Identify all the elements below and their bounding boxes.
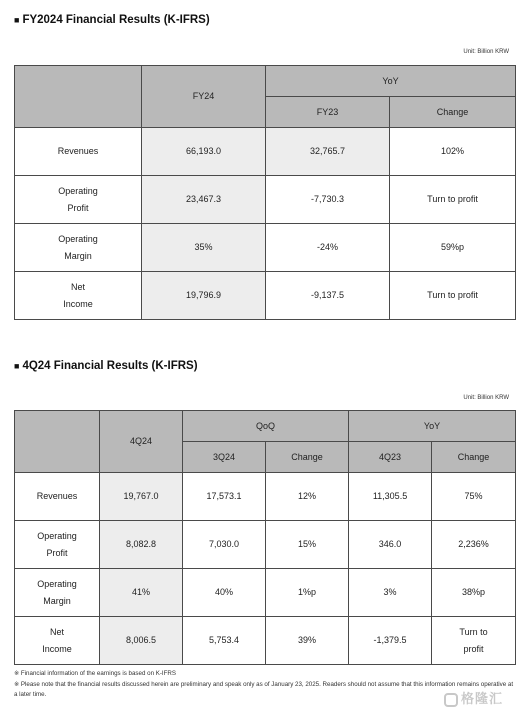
table-row xyxy=(15,617,516,665)
4q24-value: 8,082.8 xyxy=(100,521,183,569)
fy-header-blank xyxy=(15,66,142,128)
change-value: Turn to profit xyxy=(390,272,516,320)
row-label: Net Income xyxy=(15,272,142,320)
table-row xyxy=(15,569,516,617)
fy23-value: 32,765.7 xyxy=(266,128,390,176)
fy23-value: -24% xyxy=(266,224,390,272)
footnote-disclaimer: ※ Please note that the financial results discussed herein are preliminary and speak only as of January 23, 2025. Readers should not assume that this information remains operative at a later time. xyxy=(14,680,514,699)
q4-results-table xyxy=(14,410,516,665)
watermark-text: 格隆汇 xyxy=(460,691,503,706)
fy-header-fy23: FY23 xyxy=(266,97,390,128)
fy24-value: 19,796.9 xyxy=(142,272,266,320)
gelonghui-logo-icon xyxy=(444,693,458,707)
4q23-value: 11,305.5 xyxy=(349,473,432,521)
3q24-value: 7,030.0 xyxy=(183,521,266,569)
3q24-value: 17,573.1 xyxy=(183,473,266,521)
q4-header-blank xyxy=(15,411,100,473)
change-value: Turn to profit xyxy=(390,176,516,224)
footnotes xyxy=(14,669,514,701)
q4-title-text: 4Q24 Financial Results (K-IFRS) xyxy=(22,360,198,372)
q4-header-change-qoq: Change xyxy=(266,442,349,473)
square-bullet-icon: ■ xyxy=(14,361,20,371)
qoq-change-value: 39% xyxy=(266,617,349,665)
fy24-value: 35% xyxy=(142,224,266,272)
4q23-value: -1,379.5 xyxy=(349,617,432,665)
fy-header-change: Change xyxy=(390,97,516,128)
change-value: 59%p xyxy=(390,224,516,272)
q4-header-qoq: QoQ xyxy=(183,411,349,442)
row-label: Operating Margin xyxy=(15,224,142,272)
row-label: Revenues xyxy=(15,473,100,521)
fy-header-yoy: YoY xyxy=(266,66,516,97)
3q24-value: 40% xyxy=(183,569,266,617)
table-row xyxy=(15,521,516,569)
row-label: Revenues xyxy=(15,128,142,176)
table-row xyxy=(15,272,516,320)
yoy-change-value: 2,236% xyxy=(432,521,516,569)
yoy-change-value: Turn to profit xyxy=(432,617,516,665)
yoy-change-value: 75% xyxy=(432,473,516,521)
square-bullet-icon: ■ xyxy=(14,15,20,25)
row-label: Operating Margin xyxy=(15,569,100,617)
table-row xyxy=(15,473,516,521)
q4-header-3q24: 3Q24 xyxy=(183,442,266,473)
4q24-value: 19,767.0 xyxy=(100,473,183,521)
fy-results-table xyxy=(14,65,516,320)
fy23-value: -9,137.5 xyxy=(266,272,390,320)
q4-unit-label: Unit: Billion KRW xyxy=(463,395,509,401)
fy-unit-label: Unit: Billion KRW xyxy=(463,49,509,55)
q4-header-4q24: 4Q24 xyxy=(100,411,183,473)
change-value: 102% xyxy=(390,128,516,176)
fy-title-text: FY2024 Financial Results (K-IFRS) xyxy=(22,14,210,26)
q4-header-4q23: 4Q23 xyxy=(349,442,432,473)
fy23-value: -7,730.3 xyxy=(266,176,390,224)
table-row xyxy=(15,128,516,176)
row-label: Operating Profit xyxy=(15,176,142,224)
3q24-value: 5,753.4 xyxy=(183,617,266,665)
q4-header-change-yoy: Change xyxy=(432,442,516,473)
fy-section-title xyxy=(14,14,210,26)
4q24-value: 8,006.5 xyxy=(100,617,183,665)
row-label: Net Income xyxy=(15,617,100,665)
table-row xyxy=(15,176,516,224)
qoq-change-value: 12% xyxy=(266,473,349,521)
4q23-value: 3% xyxy=(349,569,432,617)
footnote-kifrs: ※ Financial information of the earnings is based on K-IFRS xyxy=(14,670,177,677)
q4-header-yoy: YoY xyxy=(349,411,516,442)
q4-section-title xyxy=(14,360,198,372)
fy-header-fy24: FY24 xyxy=(142,66,266,128)
qoq-change-value: 1%p xyxy=(266,569,349,617)
watermark xyxy=(444,688,503,707)
row-label: Operating Profit xyxy=(15,521,100,569)
fy24-value: 66,193.0 xyxy=(142,128,266,176)
table-row xyxy=(15,224,516,272)
4q23-value: 346.0 xyxy=(349,521,432,569)
4q24-value: 41% xyxy=(100,569,183,617)
qoq-change-value: 15% xyxy=(266,521,349,569)
fy24-value: 23,467.3 xyxy=(142,176,266,224)
yoy-change-value: 38%p xyxy=(432,569,516,617)
